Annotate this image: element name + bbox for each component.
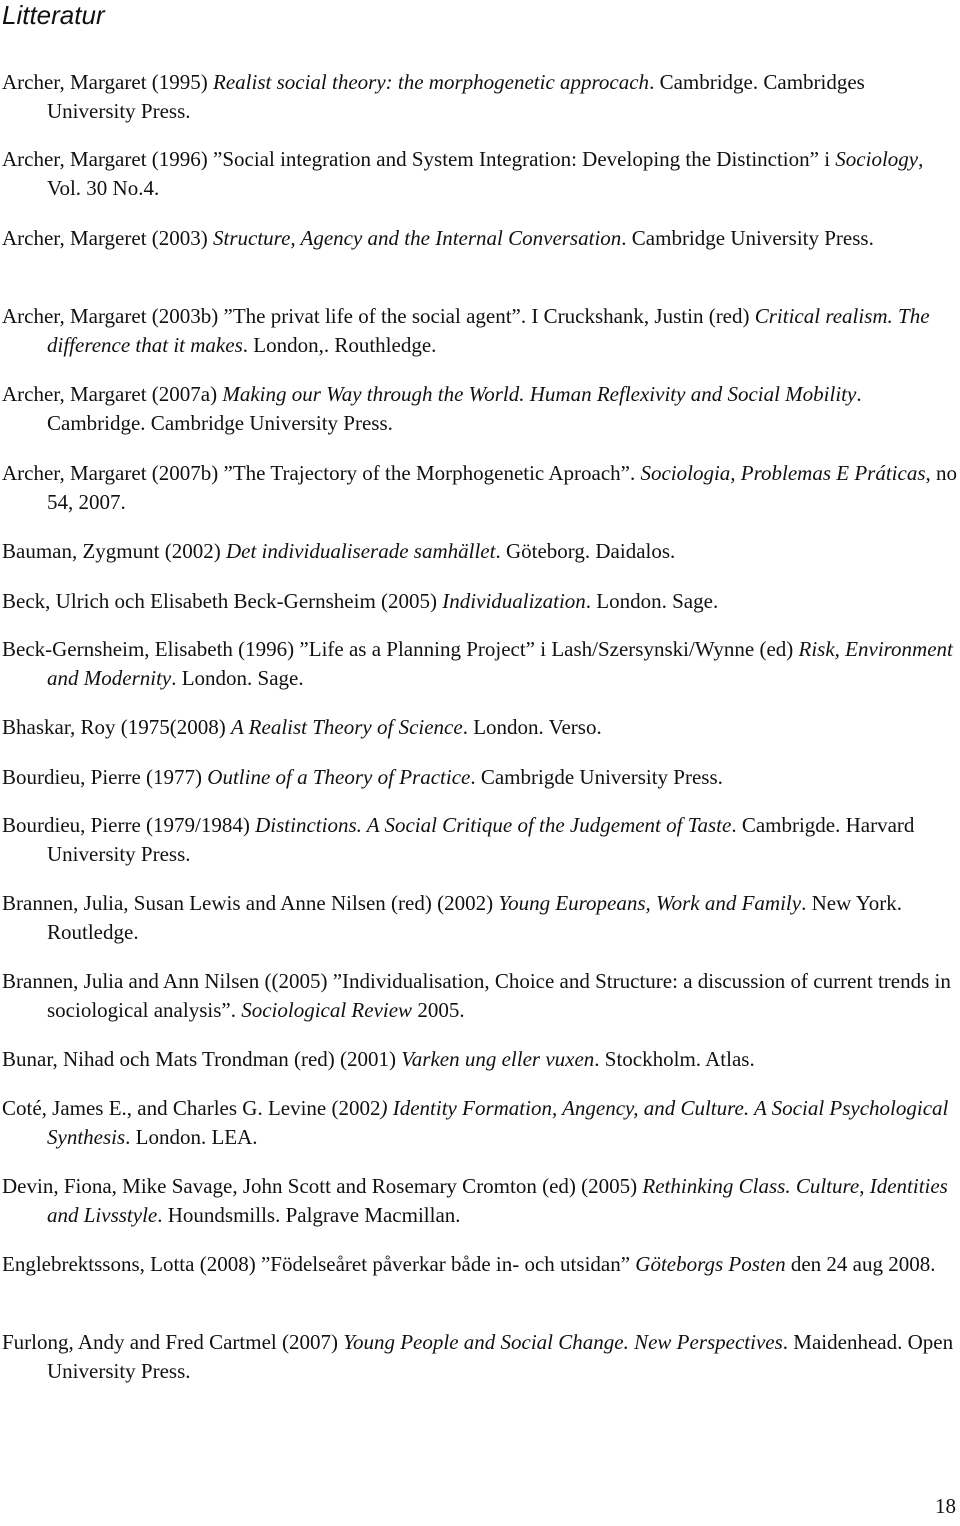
reference-entry xyxy=(0,537,958,566)
reference-text: Archer, Margeret (2003) xyxy=(2,226,214,250)
reference-text: Brannen, Julia, Susan Lewis and Anne Nilsen (red) (2002) xyxy=(2,891,499,915)
reference-text: Englebrektssons, Lotta (2008) ”Födelseåret påverkar både in- och utsidan” xyxy=(2,1252,636,1276)
reference-text: . Cambridge University Press. xyxy=(621,226,874,250)
reference-entry xyxy=(0,380,958,438)
reference-entry xyxy=(0,1094,958,1152)
reference-entry xyxy=(0,224,958,253)
reference-text: Bauman, Zygmunt (2002) xyxy=(2,539,226,563)
reference-text: den 24 aug 2008. xyxy=(785,1252,936,1276)
reference-title: Realist social theory: the morphogenetic approcach xyxy=(213,70,650,94)
reference-text: , Vol. 30 No.4. xyxy=(47,147,924,200)
page-number: 18 xyxy=(935,1494,956,1518)
reference-title: Young Europeans, Work and Family xyxy=(498,891,802,915)
reference-text: Archer, Margaret (2007b) ”The Trajectory of the Morphogenetic Aproach”. xyxy=(2,461,641,485)
reference-title: Structure, Agency and the Internal Conversation xyxy=(213,226,622,250)
reference-title: Varken ung eller vuxen xyxy=(401,1047,595,1071)
reference-text: . Cambrigde University Press. xyxy=(470,765,723,789)
reference-title: Individualization xyxy=(442,589,586,613)
reference-text: . Maidenhead. Open University Press. xyxy=(47,1330,954,1383)
reference-entry xyxy=(0,635,958,693)
reference-entry xyxy=(0,763,958,792)
reference-title: Making our Way through the World. Human Reflexivity and Social Mobility xyxy=(222,382,857,406)
reference-entry xyxy=(0,811,958,869)
reference-title: A Realist Theory of Science xyxy=(230,715,463,739)
reference-entry xyxy=(0,1172,958,1230)
reference-title: Rethinking Class. Culture, Identities and Livsstyle xyxy=(47,1174,948,1227)
reference-title: Risk, Environment and Modernity xyxy=(47,637,953,690)
reference-text: . London. Sage. xyxy=(171,666,304,690)
reference-text: 2005. xyxy=(412,998,465,1022)
reference-entry xyxy=(0,145,958,203)
reference-text: Furlong, Andy and Fred Cartmel (2007) xyxy=(2,1330,344,1354)
reference-text: Archer, Margaret (2007a) xyxy=(2,382,223,406)
reference-text: Beck, Ulrich och Elisabeth Beck-Gernsheim (2005) xyxy=(2,589,443,613)
reference-entry xyxy=(0,1250,958,1279)
reference-text: Archer, Margaret (2003b) ”The privat life of the social agent”. I Cruckshank, Justin (red) xyxy=(2,304,755,328)
reference-title: Young People and Social Change. New Perspectives xyxy=(343,1330,783,1354)
reference-text: Bourdieu, Pierre (1977) xyxy=(2,765,208,789)
reference-text: Beck-Gernsheim, Elisabeth (1996) ”Life as a Planning Project” i Lash/Szersynski/Wynne (ed) xyxy=(2,637,799,661)
reference-title: Distinctions. A Social Critique of the Judgement of Taste xyxy=(255,813,732,837)
reference-text: . Göteborg. Daidalos. xyxy=(495,539,676,563)
reference-entry xyxy=(0,1045,958,1074)
reference-text: . New York. Routledge. xyxy=(47,891,903,944)
reference-entry xyxy=(0,713,958,742)
reference-text: . Cambridge. Cambridge University Press. xyxy=(47,382,862,435)
reference-entry xyxy=(0,587,958,616)
reference-title: Outline of a Theory of Practice xyxy=(207,765,471,789)
reference-entry xyxy=(0,302,958,360)
reference-title: Det individualiserade samhället xyxy=(225,539,496,563)
reference-text: Bourdieu, Pierre (1979/1984) xyxy=(2,813,256,837)
reference-title: ) Identity Formation, Angency, and Culture. A Social Psychological Synthesis xyxy=(47,1096,949,1149)
reference-entry xyxy=(0,459,958,517)
reference-text: . Stockholm. Atlas. xyxy=(594,1047,755,1071)
reference-text: Coté, James E., and Charles G. Levine (2002 xyxy=(2,1096,381,1120)
reference-title: Göteborgs Posten xyxy=(635,1252,786,1276)
reference-text: , no 54, 2007. xyxy=(47,461,958,514)
reference-entry xyxy=(0,889,958,947)
reference-title: Critical realism. The difference that it makes xyxy=(47,304,930,357)
reference-entry xyxy=(0,1328,958,1386)
reference-title: Sociology xyxy=(835,147,919,171)
reference-text: Brannen, Julia and Ann Nilsen ((2005) ”Individualisation, Choice and Structure: a discussion of current trends in sociological analysis”. xyxy=(2,969,951,1022)
reference-text: . Cambridge. Cambridges University Press. xyxy=(47,70,865,123)
reference-text: . London. Sage. xyxy=(585,589,719,613)
reference-text: . Cambrigde. Harvard University Press. xyxy=(47,813,915,866)
reference-entry xyxy=(0,68,958,126)
section-heading: Litteratur xyxy=(2,0,105,30)
reference-text: . London,. Routhledge. xyxy=(242,333,437,357)
reference-title: Sociological Review xyxy=(241,998,413,1022)
reference-text: . London. LEA. xyxy=(125,1125,258,1149)
reference-text: . Houndsmills. Palgrave Macmillan. xyxy=(157,1203,461,1227)
reference-text: . London. Verso. xyxy=(462,715,602,739)
reference-text: Archer, Margaret (1996) ”Social integration and System Integration: Developing the Distinction” i xyxy=(2,147,836,171)
reference-entry xyxy=(0,967,958,1025)
reference-text: Bunar, Nihad och Mats Trondman (red) (2001) xyxy=(2,1047,402,1071)
reference-text: Bhaskar, Roy (1975(2008) xyxy=(2,715,231,739)
reference-text: Archer, Margaret (1995) xyxy=(2,70,214,94)
reference-text: Devin, Fiona, Mike Savage, John Scott and Rosemary Cromton (ed) (2005) xyxy=(2,1174,643,1198)
reference-title: Sociologia, Problemas E Práticas xyxy=(640,461,926,485)
